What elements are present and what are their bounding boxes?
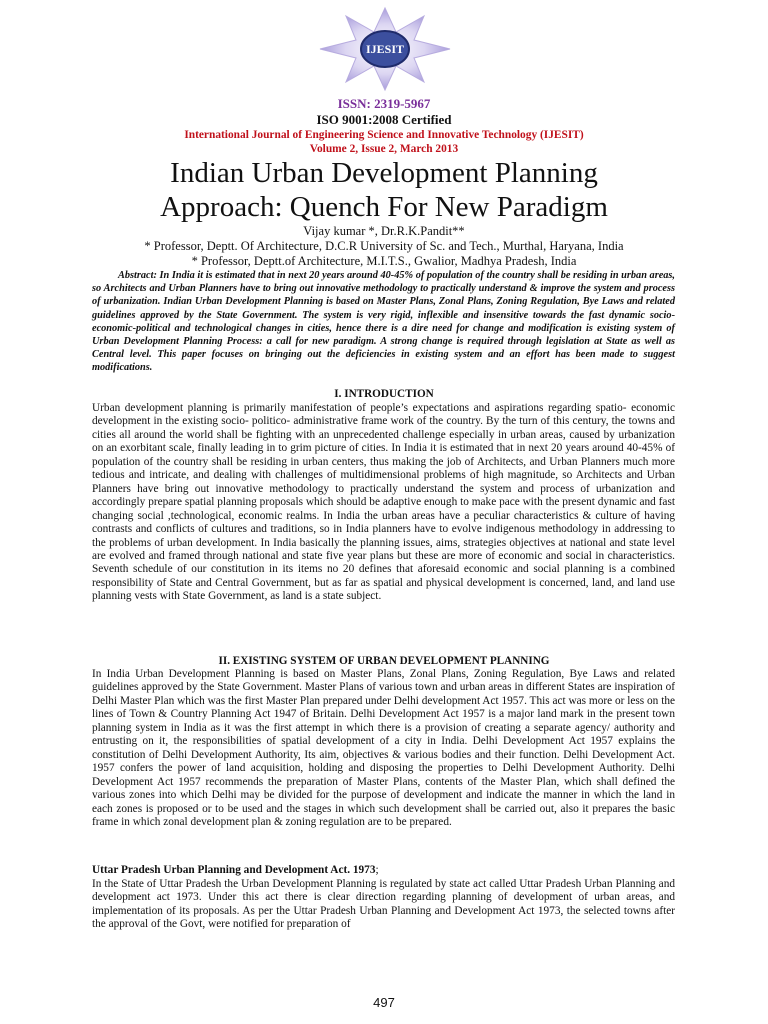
existing-system-text: In India Urban Development Planning is based on Master Plans, Zonal Plans, Zoning Regulation, Bye Laws and related guidelines approved by the State Government. Master Plans of various town and urban areas in different States are inspiration of Delhi Master Plan which was the first Master Plan prepared under Delhi development Act 1957. This act was more or less on the lines of Town & Country Planning Act 1947 of Britain. Delhi Development Act 1957 is a major land mark in the present town planning system in India as it was the first attempt in which there is a provision of creating a separate agency/ authority and entrusting on it, the responsibilities of spatial development of a city in India. Delhi Development Act 1957 explains the constitution of Delhi Development Authority, Its aim, objectives & various bodies and their function. Delhi Development Act. 1957 confers the power of land acquisition, holding and disposing the properties to Delhi Development Authority. Delhi Development Act 1957 recommends the preparation of Master Plans, contents of the Master Plan, which shall defined the various zones into which Delhi may be divided for the purpose of development and indicate the manner in which the land in each zones is proposed or to be used and the stages in which such development shall be carried out, also it prepares the basic frame in which zonal development plan & zoning regulation are to be prepared. (92, 668, 675, 828)
affiliation-1: * Professor, Deptt. Of Architecture, D.C.R University of Sc. and Tech., Murthal, Haryana, India (144, 239, 624, 253)
page-number: 497 (373, 995, 395, 1010)
logo-text: IJESIT (365, 42, 405, 56)
up-act-subheading (92, 864, 379, 876)
up-act-title: Uttar Pradesh Urban Planning and Development Act. 1973 (92, 864, 376, 876)
journal-name: International Journal of Engineering Science and Innovative Technology (IJESIT) (184, 129, 584, 141)
introduction-text: Urban development planning is primarily manifestation of people’s expectations and aspirations regarding spatio- economic development in the existing socio- politico- administrative frame work of the country. By the turn of this century, the towns and cities all around the world shall be fighting with an unprecedented challenge especially in urban areas, caused by urbanization on an exorbitant scale, finally leading in to grim picture of cities. In India it is estimated that in next 20 years around 40-45% of population of the country shall be residing in urban centers, thus making the job of Architects, and Urban Planners much more tedious and intricate, and dealing with challenges of multidimensional problems of high magnitude, so Architects and Urban Planners have bring out innovative methodology to practically understand the system and process of urbanization and accordingly prepare spatial planning proposals which should be adaptive enough to make pace with the present dynamic and fast changing social ,technological, economic realms. In India the urban areas have a peculiar characteristics & culture of having contrasts and conflicts of cultures and traditions, so in India planners have to evolve indigenous methodology in addressing to the problems of urban development. In India basically the planning issues, aims, strategies objectives at national and state level are evolved and framed through national and state five year plans but these are more of economic and social in characteristics. Seventh schedule of our constitution in its items no 20 defines that aforesaid economic and social planning is a combined responsibility of State and Central Government, but as far as spatial and physical development is concerned, land, and land use planning vests with State Government, as land is a state subject. (92, 402, 675, 603)
issn: ISSN: 2319-5967 (337, 96, 431, 111)
authors: Vijay kumar *, Dr.R.K.Pandit** (303, 224, 465, 238)
journal-volume: Volume 2, Issue 2, March 2013 (309, 143, 459, 155)
iso-certification: ISO 9001:2008 Certified (316, 112, 452, 127)
ijesit-logo (318, 6, 452, 92)
paper-title (0, 156, 768, 224)
title-line-1: Indian Urban Development Planning (170, 157, 598, 189)
up-act-text: In the State of Uttar Pradesh the Urban Development Planning is regulated by state act called Uttar Pradesh Urban Planning and development act 1973. Under this act there is clear direction regarding planning of development of urban areas, and implementation of its proposals. As per the Uttar Pradesh Urban Planning and Development Act 1973, the selected towns after the approval of the Govt, were notified for preparation of (92, 878, 675, 931)
affiliation-2: * Professor, Deptt.of Architecture, M.I.T.S., Gwalior, Madhya Pradesh, India (191, 254, 577, 268)
title-line-2: Approach: Quench For New Paradigm (160, 191, 608, 223)
up-act-suffix: ; (375, 864, 379, 876)
introduction-heading: I. INTRODUCTION (334, 388, 434, 400)
abstract: Abstract: In India it is estimated that in next 20 years around 40-45% of population of the country shall be residing in urban areas, so Architects and Urban Planners have to bring out innovative methodology to practically understand & improve the system and process of urbanization. Indian Urban Development Planning is based on Master Plans, Zonal Plans, Zoning Regulation, Bye Laws and related guidelines approved by the State Government. The system is very rigid, inflexible and insensitive towards the fast dynamic socio-economic-political and technological changes in cities, hence there is a dire need for change and modification is existing system of Urban Development Planning Process: a call for new paradigm. A strong change is required through legislation at State as well as Central level. This paper focuses on bringing out the deficiencies in existing system and an effort has been made to suggest modifications. (92, 270, 675, 374)
author-block (0, 224, 768, 269)
existing-system-heading: II. EXISTING SYSTEM OF URBAN DEVELOPMENT PLANNING (218, 655, 550, 667)
journal-info (0, 128, 768, 156)
